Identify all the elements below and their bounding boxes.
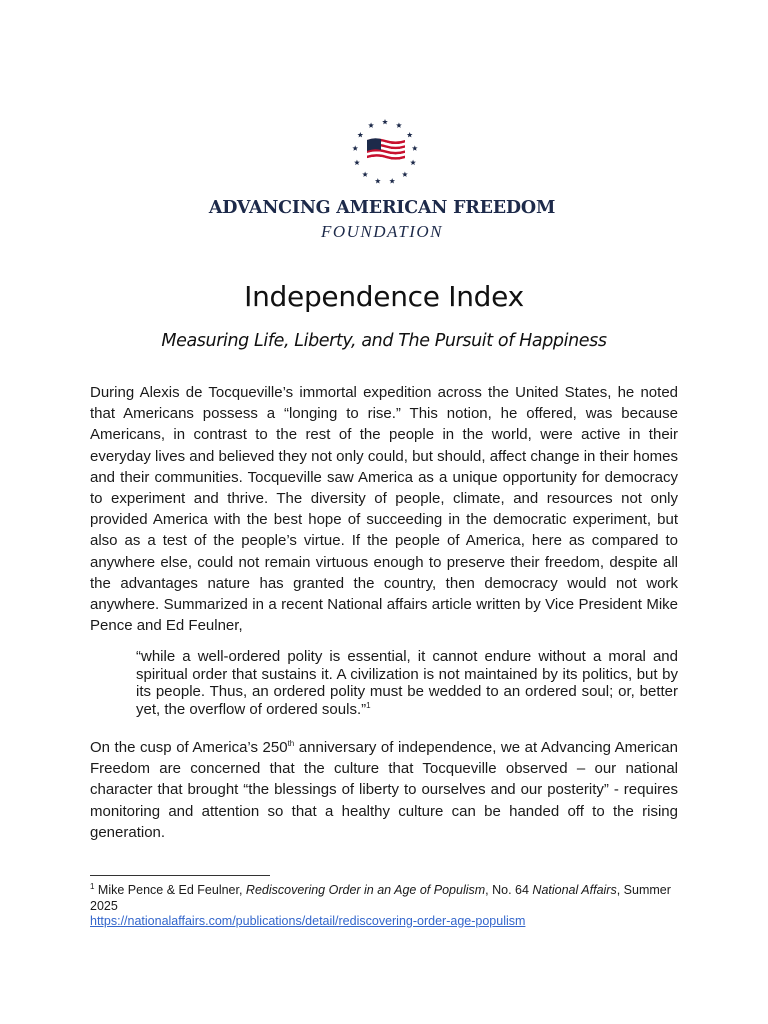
- ring-star: [352, 145, 358, 150]
- footnote-number: , No. 64: [485, 883, 533, 897]
- block-quote: [136, 648, 678, 718]
- footnote: [90, 883, 690, 930]
- footnote-work-title: Rediscovering Order in an Age of Populism: [245, 883, 486, 897]
- ring-star: [375, 178, 381, 183]
- org-name: ADVANCING AMERICAN FREEDOM: [208, 198, 556, 218]
- footnote-journal: National Affairs: [532, 883, 617, 897]
- quote-text: “while a well-ordered polity is essential, it cannot endure without a moral and spiritual order that sustains it. A civilization is not maintained by its politics, but by its people. Thus, an ordered polity must be wedded to an ordered soul; or, better yet, the overflow of ordered souls.”: [136, 648, 678, 718]
- footnote-date: , Summer 2025: [90, 883, 671, 913]
- ring-star: [354, 160, 360, 165]
- flag-graphic: [367, 138, 405, 162]
- ordinal-suffix: th: [287, 739, 295, 748]
- footnote-reference[interactable]: 1: [366, 700, 371, 710]
- ring-star: [410, 160, 416, 165]
- ring-star: [396, 122, 402, 127]
- page-title: Independence Index: [244, 280, 524, 313]
- page-subtitle: Measuring Life, Liberty, and The Pursuit of Happiness: [161, 331, 607, 351]
- org-subtitle: FOUNDATION: [320, 222, 444, 241]
- ring-star: [362, 171, 368, 176]
- ring-star: [402, 171, 408, 176]
- ring-star: [412, 145, 418, 150]
- body-paragraph-2: [90, 737, 678, 843]
- ring-star: [407, 132, 413, 137]
- ring-star: [357, 132, 363, 137]
- ring-star: [368, 122, 374, 127]
- body-paragraph-1: During Alexis de Tocqueville’s immortal expedition across the United States, he noted that Americans possess a “longing to rise.” This notion, he offered, was because Americans, in contrast to the rest of the people in the world, were active in their everyday lives and believed they not only could, but should, affect change in their homes and their communities. Tocqueville saw America as a unique opportunity for democracy to experiment and thrive. The diversity of people, climate, and resources not only provided America with the best hope of succeeding in the democratic experiment, but also as a test of the people’s virtue. If the people of America, here as compared to anywhere else, could not remain virtuous enough to preserve their freedom, despite all the advantages nature has granted the country, then democracy would not work anywhere. Summarized in a recent National affairs article written by Vice President Mike Pence and Ed Feulner,: [90, 384, 678, 635]
- p2-text-a: On the cusp of America’s 250: [90, 739, 288, 756]
- footnote-authors: Mike Pence & Ed Feulner,: [94, 883, 246, 897]
- footnote-link[interactable]: https://nationalaffairs.com/publications/detail/rediscovering-order-age-populism: [90, 914, 526, 928]
- footnote-divider: [90, 875, 270, 876]
- footnote-marker: 1: [90, 881, 95, 891]
- p2-text-b: anniversary of independence, we at Advancing American Freedom are concerned that the culture that Tocqueville observed – our national character that brought “the blessings of liberty to ourselves and our posterity” - requires monitoring and attention so that a healthy culture can be handed off to the rising generation.: [90, 739, 678, 841]
- ring-star: [382, 119, 388, 124]
- ring-star: [389, 178, 395, 183]
